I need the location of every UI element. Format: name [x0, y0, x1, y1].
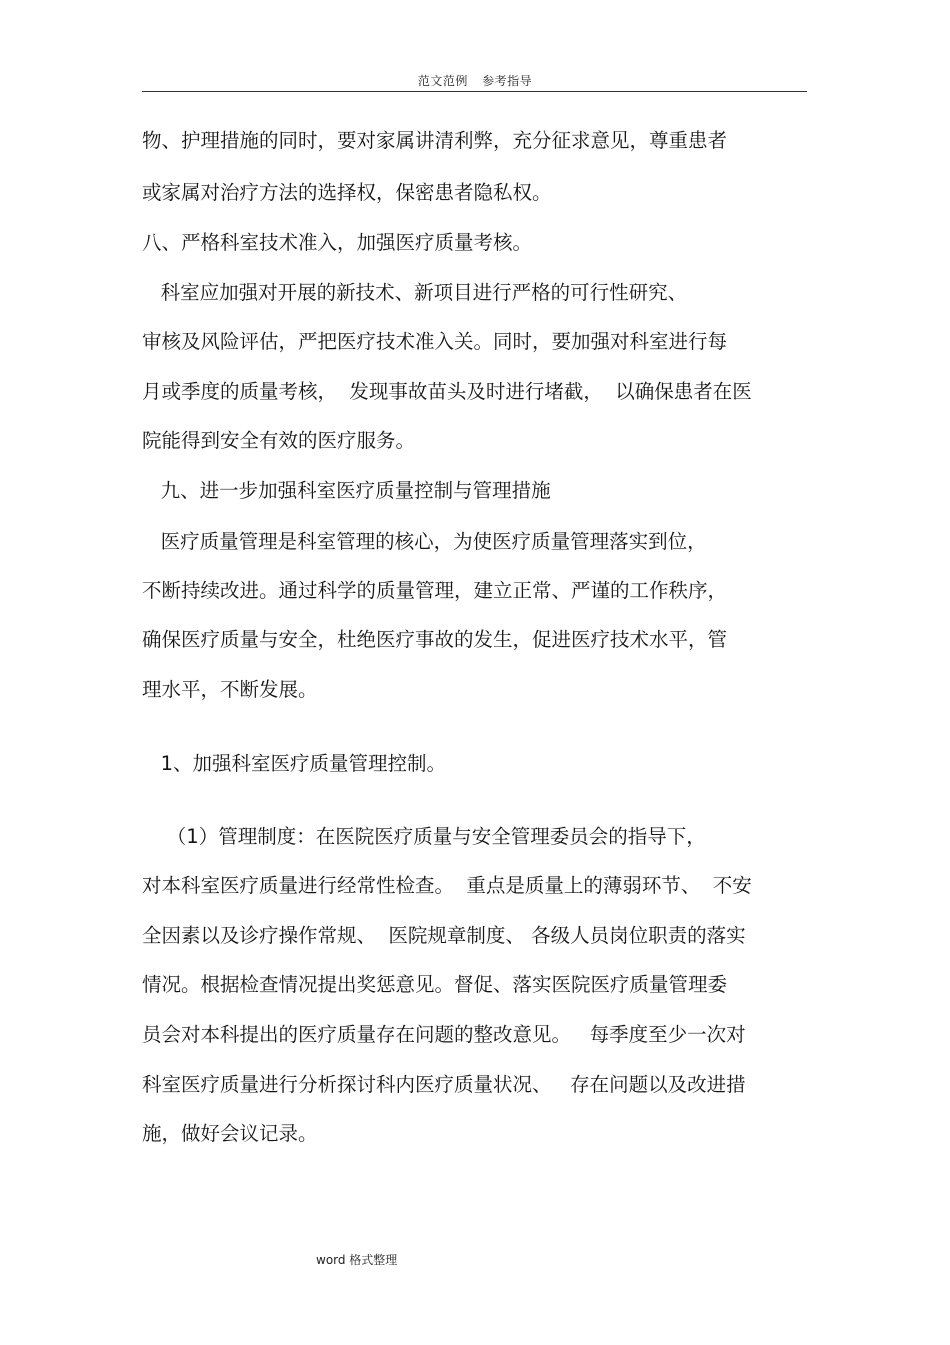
- body-line: 员会对本科提出的医疗质量存在问题的整改意见。 每季度至少一次对: [142, 1023, 746, 1046]
- section-heading-9: 九、进一步加强科室医疗质量控制与管理措施: [142, 479, 551, 502]
- body-line: 理水平，不断发展。: [142, 678, 318, 701]
- body-line: 情况。根据检查情况提出奖惩意见。督促、落实医院医疗质量管理委: [142, 973, 728, 996]
- body-line: 月或季度的质量考核， 发现事故苗头及时进行堵截， 以确保患者在医: [142, 380, 752, 403]
- section-heading-8: 八、严格科室技术准入，加强医疗质量考核。: [142, 231, 533, 254]
- body-line: 物、护理措施的同时，要对家属讲清利弊，充分征求意见，尊重患者: [142, 129, 728, 152]
- body-line: 不断持续改进。通过科学的质量管理，建立正常、严谨的工作秩序，: [142, 579, 728, 602]
- page-footer: word 格式整理: [316, 1253, 398, 1267]
- body-line: 施，做好会议记录。: [142, 1122, 318, 1145]
- body-line: 科室医疗质量进行分析探讨科内医疗质量状况、 存在问题以及改进措: [142, 1073, 746, 1096]
- body-line: 院能得到安全有效的医疗服务。: [142, 429, 416, 452]
- page-header: 范文范例 参考指导: [417, 74, 533, 88]
- body-line: 对本科室医疗质量进行经常性检查。 重点是质量上的薄弱环节、 不安: [142, 874, 752, 897]
- body-line: 或家属对治疗方法的选择权，保密患者隐私权。: [142, 181, 552, 204]
- body-line: 确保医疗质量与安全，杜绝医疗事故的发生，促进医疗技术水平，管: [142, 628, 728, 651]
- header-divider: [142, 91, 807, 92]
- body-line: （1）管理制度：在医院医疗质量与安全管理委员会的指导下，: [142, 825, 706, 848]
- body-line: 医疗质量管理是科室管理的核心，为使医疗质量管理落实到位，: [142, 530, 707, 553]
- body-line: 审核及风险评估，严把医疗技术准入关。同时，要加强对科室进行每: [142, 330, 728, 353]
- subsection-heading-1: 1、加强科室医疗质量管理控制。: [142, 752, 447, 775]
- body-line: 科室应加强对开展的新技术、新项目进行严格的可行性研究、: [142, 281, 688, 304]
- body-line: 全因素以及诊疗操作常规、 医院规章制度、 各级人员岗位职责的落实: [142, 924, 746, 947]
